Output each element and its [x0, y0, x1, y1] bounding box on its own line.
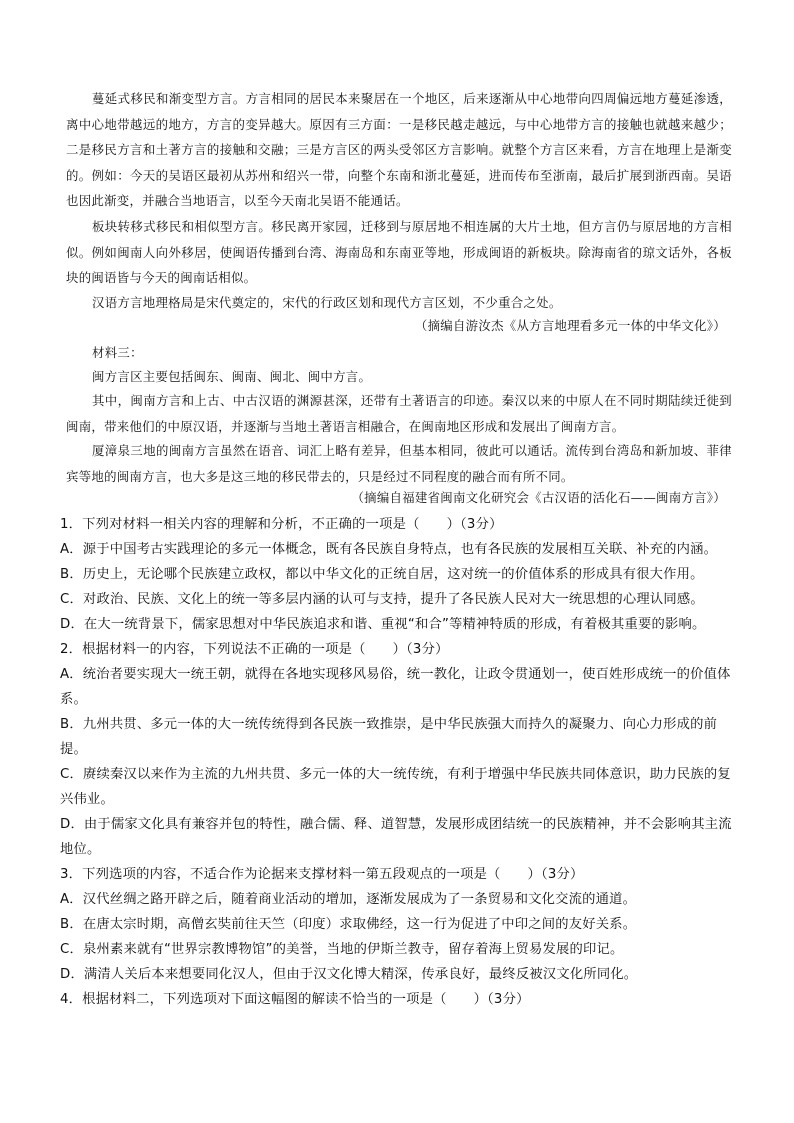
question-2-stem: 2．根据材料一的内容，下列说法不正确的一项是（ ）（3分）	[60, 642, 449, 657]
material3-paragraph-2: 其中，闽南方言和上古、中古汉语的渊源甚深，还带有土著语言的印迹。秦汉以来的中原人在不同时期陆续迁徙到闽南，带来他们的中原汉语，并逐渐与当地土著语言相融合，在闽南地区形成和发展出了闽南方言。	[66, 393, 732, 434]
question-1-option-a[interactable]: A．源于中国考古实践理论的多元一体概念，既有各民族自身特点，也有各民族的发展相互关联、补充的内涵。	[60, 542, 718, 557]
passage-paragraph-migration-block: 板块转移式移民和相似型方言。移民离开家园，迁移到与原居地不相连属的大片土地，但方言仍与原居地的方言相似。例如闽南人向外移居，使闽语传播到台湾、海南岛和东南亚等地，形成闽语的新板块。除海南省的琼文话外，各板块的闽语皆与今天的闽南话相似。	[66, 219, 732, 286]
passage-paragraph-migration-gradual: 蔓延式移民和渐变型方言。方言相同的居民本来聚居在一个地区，后来逐渐从中心地带向四周偏远地方蔓延渗透，离中心地带越远的地方，方言的变异越大。原因有三方面：一是移民越走越远，与中心地带方言的接触也就越来越少；二是移民方言和土著方言的接触和交融；三是方言区的两头受邻区方言影响。就整个方言区来看，方言在地理上是渐变的。例如：今天的吴语区最初从苏州和绍兴一带，向整个东南和浙北蔓延，进而传布至浙南，最后扩展到浙西南。吴语也因此渐变，并融合当地语言，以至今天南北吴语不能通话。	[66, 91, 732, 209]
question-2-option-c[interactable]: C．赓续秦汉以来作为主流的九州共贯、多元一体的大一统传统，有利于增强中华民族共同体意识，助力民族的复兴伟业。	[60, 767, 731, 808]
question-3-option-c[interactable]: C．泉州素来就有“世界宗教博物馆”的美誉，当地的伊斯兰教寺，留存着海上贸易发展的印记。	[60, 942, 624, 957]
source-citation-material2: （摘编自游汝杰《从方言地理看多元一体的中华文化》）	[414, 318, 726, 333]
material3-heading: 材料三：	[92, 345, 143, 360]
question-3-option-b[interactable]: B．在唐太宗时期，高僧玄奘前往天竺（印度）求取佛经，这一行为促进了中印之间的友好关系。	[60, 917, 637, 932]
question-2-option-d[interactable]: D．由于儒家文化具有兼容并包的特性，融合儒、释、道智慧，发展形成团结统一的民族精神，并不会影响其主流地位。	[60, 817, 732, 858]
source-citation-material3: （摘编自福建省闽南文化研究会《古汉语的活化石——闽南方言》）	[351, 490, 726, 505]
passage-paragraph-song-dynasty: 汉语方言地理格局是宋代奠定的，宋代的行政区划和现代方言区划，不少重合之处。	[92, 295, 562, 310]
material3-paragraph-1: 闽方言区主要包括闽东、闽南、闽北、闽中方言。	[92, 369, 372, 384]
material3-paragraph-3: 厦漳泉三地的闽南方言虽然在语音、词汇上略有差异，但基本相同，彼此可以通话。流传到台湾岛和新加坡、菲律宾等地的闽南方言，也大多是这三地的移民带去的，只是经过不同程度的融合而有所不同。	[66, 443, 732, 484]
question-2-option-b[interactable]: B．九州共贯、多元一体的大一统传统得到各民族一致推崇，是中华民族强大而持久的凝聚力、向心力形成的前提。	[60, 717, 718, 758]
question-4-stem: 4．根据材料二，下列选项对下面这幅图的解读不恰当的一项是（ ）（3分）	[60, 992, 530, 1007]
question-1-stem: 1．下列对材料一相关内容的理解和分析，不正确的一项是（ ）（3分）	[60, 517, 503, 532]
question-1-option-d[interactable]: D．在大一统背景下，儒家思想对中华民族追求和谐、重视“和合”等精神特质的形成，有着极其重要的影响。	[60, 617, 706, 632]
question-2-option-a[interactable]: A．统治者要实现大一统王朝，就得在各地实现移风易俗，统一教化，让政令贯通划一，使百姓形成统一的价值体系。	[60, 667, 731, 708]
question-3-option-a[interactable]: A．汉代丝绸之路开辟之后，随着商业活动的增加，逐渐发展成为了一条贸易和文化交流的通道。	[60, 892, 637, 907]
question-3-option-d[interactable]: D．满清人关后本来想要同化汉人，但由于汉文化博大精深，传承良好，最终反被汉文化所同化。	[60, 967, 638, 982]
question-3-stem: 3．下列选项的内容，不适合作为论据来支撑材料一第五段观点的一项是（ ）（3分）	[60, 867, 584, 882]
question-1-option-b[interactable]: B．历史上，无论哪个民族建立政权，都以中华文化的正统自居，这对统一的价值体系的形成具有很大作用。	[60, 567, 704, 582]
question-1-option-c[interactable]: C．对政治、民族、文化上的统一等多层内涵的认可与支持，提升了各民族人民对大一统思想的心理认同感。	[60, 592, 704, 607]
